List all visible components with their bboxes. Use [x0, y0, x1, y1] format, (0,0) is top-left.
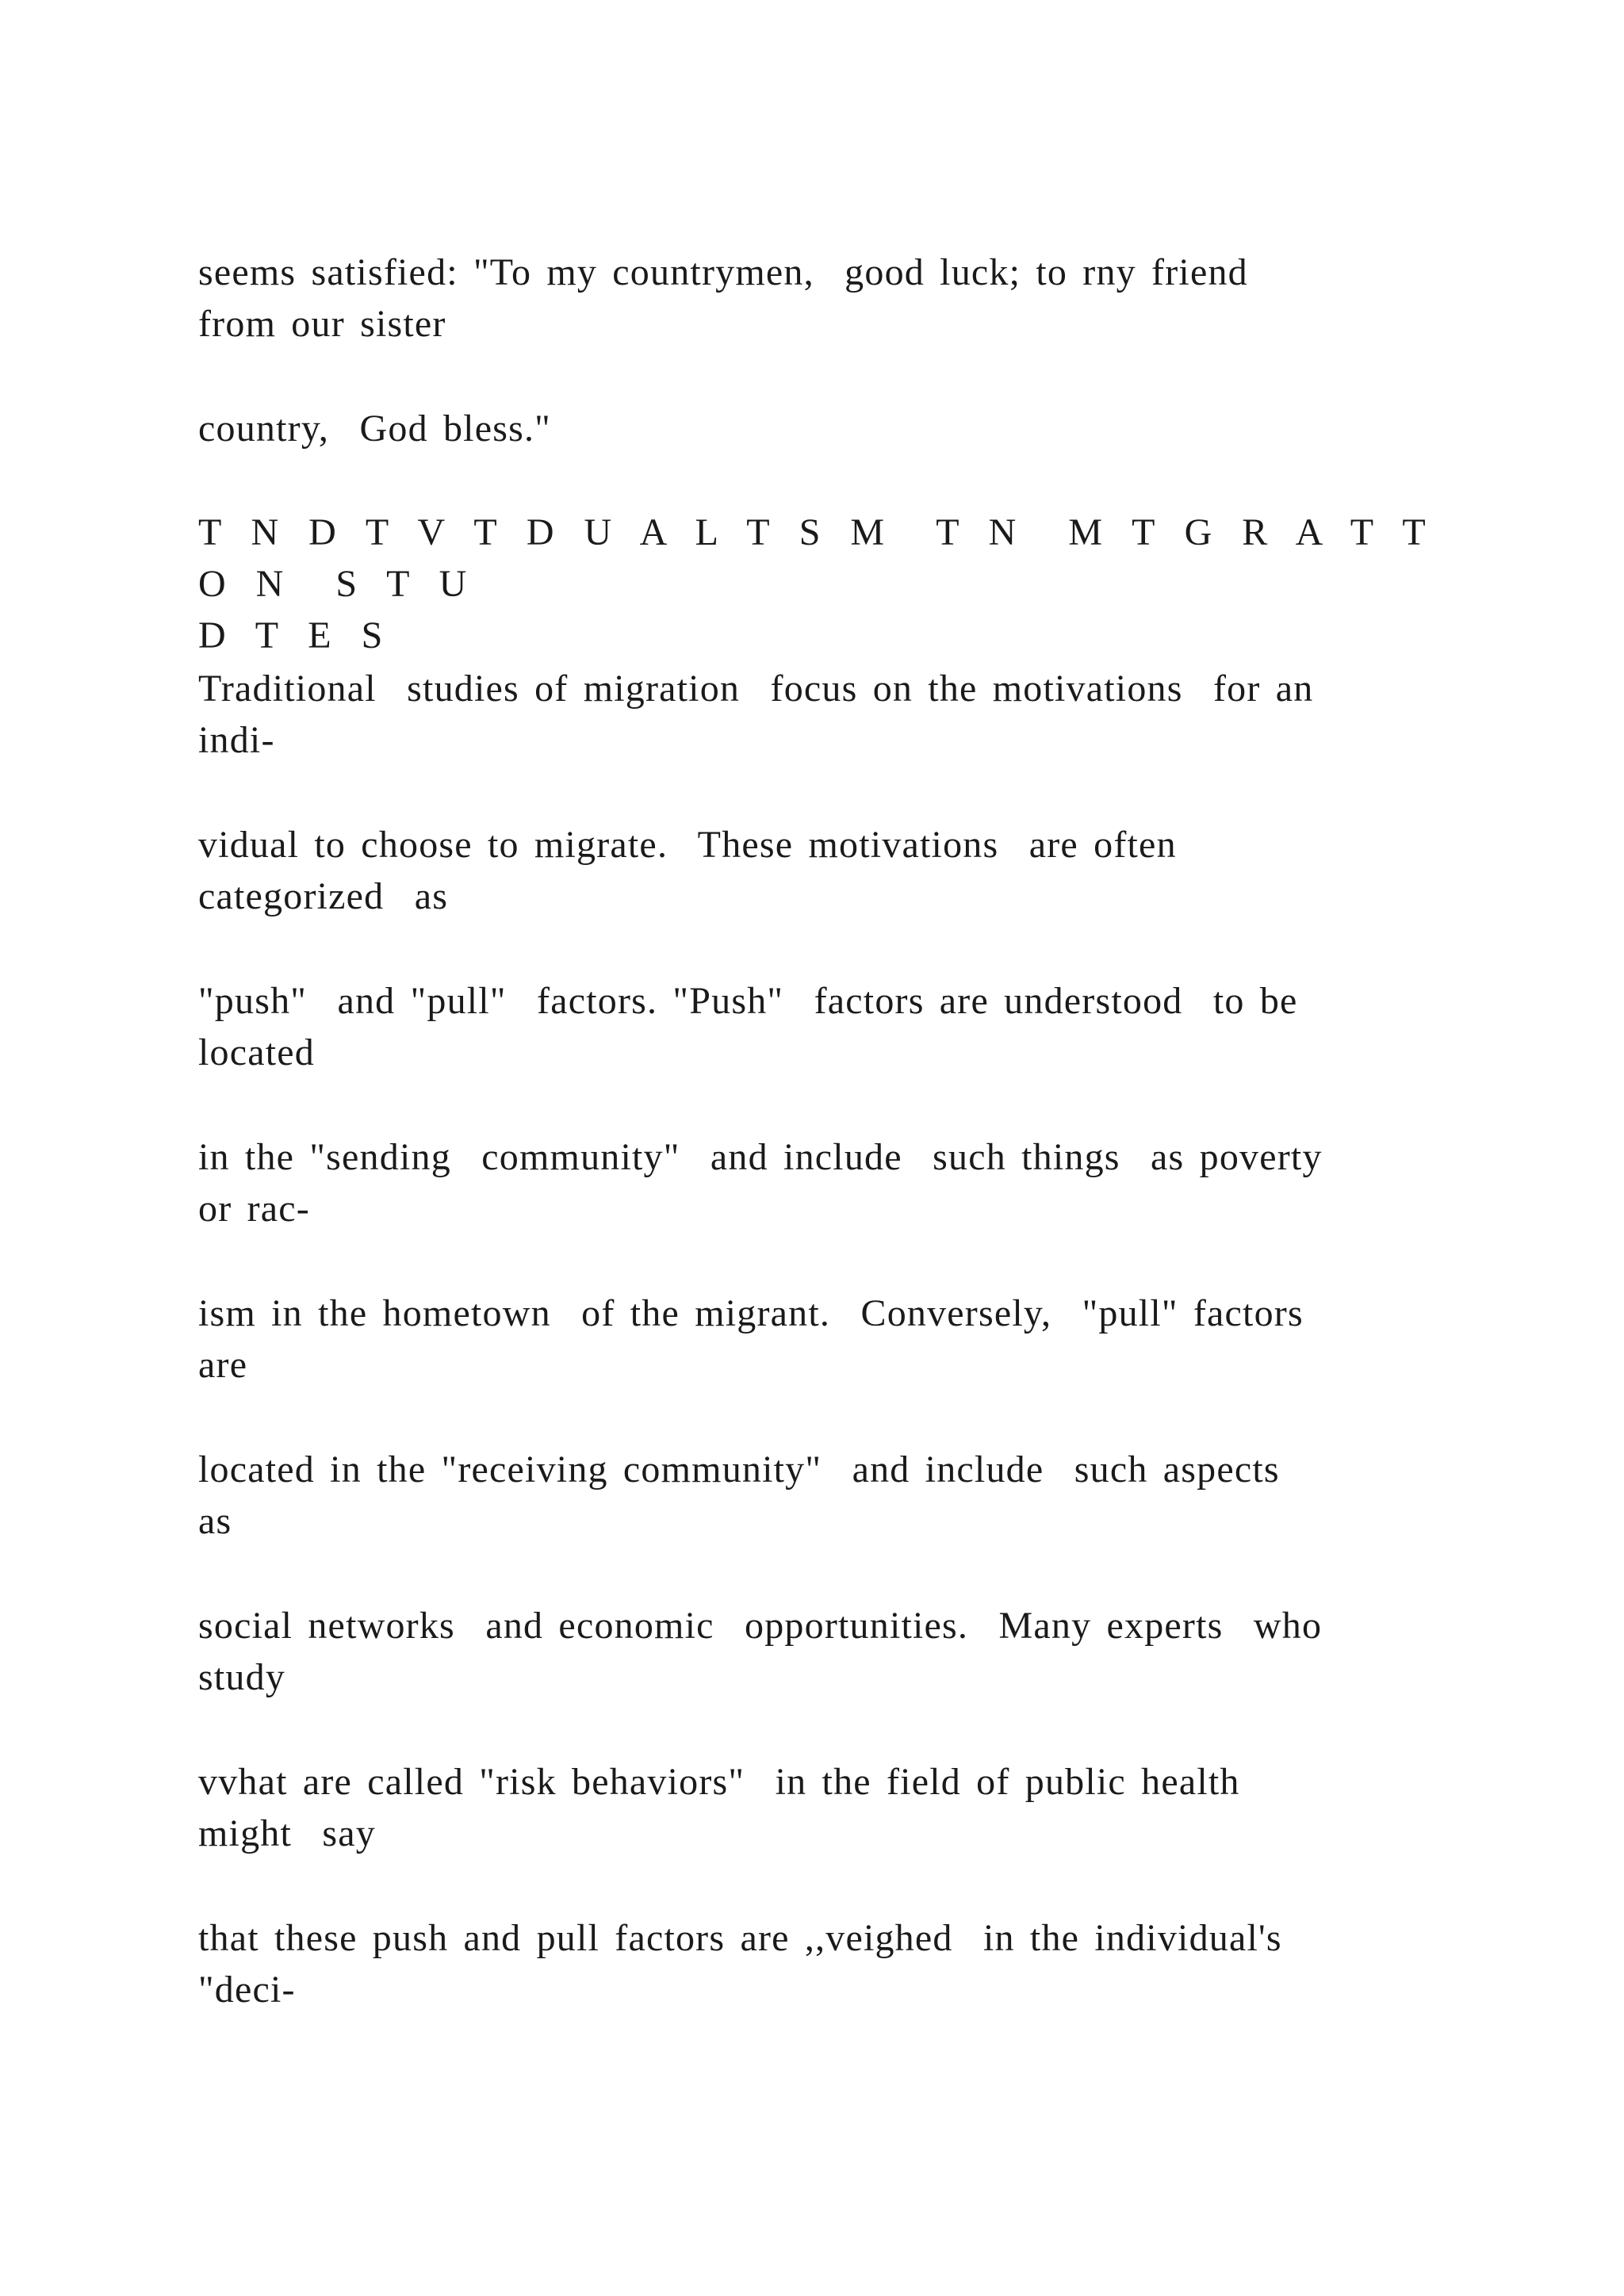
paragraph-line-2: country, God bless.": [198, 408, 551, 450]
paragraph-line-5: "push" and "pull" factors. "Push" factors are understood to be located: [198, 980, 1298, 1073]
paragraph-line-6: in the "sending community" and include such things as poverty or rac-: [198, 1136, 1323, 1230]
paragraph-line-4: vidual to choose to migrate. These motivations are often categorized as: [198, 824, 1177, 917]
paragraph-line-7: ism in the hometown of the migrant. Conversely, "pull" factors are: [198, 1292, 1304, 1386]
paragraph-line-10: vvhat are called "risk behaviors" in the field of public health might say: [198, 1761, 1240, 1854]
section-heading: T N D T V T D U A L T S M T N M T G R A T T O N S T U D T E S: [198, 511, 1433, 656]
paragraph-line-11: that these push and pull factors are ,,veighed in the individual's "deci-: [198, 1917, 1282, 2011]
paragraph-line-9: social networks and economic opportunities. Many experts who study: [198, 1605, 1323, 1698]
paragraph-line-8: located in the "receiving community" and include such aspects as: [198, 1448, 1280, 1542]
paragraph-line-3: Traditional studies of migration focus on the motivations for an indi-: [198, 668, 1314, 761]
paragraph-line-1: seems satisfied: "To my countrymen, good luck; to rny friend from our sister: [198, 251, 1248, 345]
